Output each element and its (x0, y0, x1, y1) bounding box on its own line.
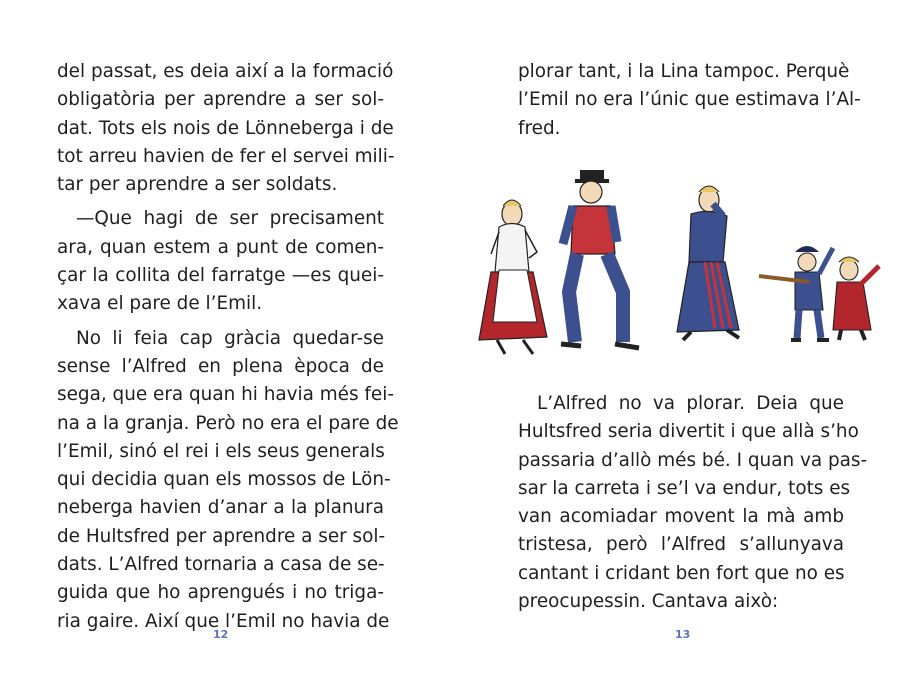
right-page-text-bottom (518, 390, 868, 616)
family-farewell-illustration (477, 162, 887, 362)
text-line: —Que hagi de ser precisament (76, 208, 384, 230)
left-page-text (57, 58, 399, 636)
mother-figure (479, 200, 547, 354)
text-line: qui decidia quan els mossos de Lön- (57, 469, 391, 491)
text-line: guida que ho aprengués i no triga- (57, 582, 384, 604)
text-line: neberga havien d’anar a la planura (57, 497, 384, 519)
text-line: del passat, es deia així a la formació (57, 61, 394, 82)
text-line: sega, que era quan hi havia més fei- (57, 384, 394, 406)
text-line: plorar tant, i la Lina tampoc. Perquè (518, 61, 850, 82)
text-line: preocupessin. Cantava això: (518, 591, 779, 613)
text-line: sense l’Alfred en plena època de (57, 355, 384, 377)
right-page-text-top (518, 58, 861, 143)
text-line: ria gaire. Així que l’Emil no havia de (57, 610, 390, 632)
text-line: dat. Tots els nois de Lönneberga i de (57, 117, 394, 139)
text-line: passaria d’allò més bé. I quan va pas- (518, 449, 868, 471)
crying-woman-figure (677, 186, 739, 340)
text-line: sar la carreta i se’l va endur, tots es (518, 477, 851, 499)
text-line: cantant i cridant ben fort que no es (518, 562, 845, 584)
text-line: l’Emil no era l’únic que estimava l’Al- (518, 89, 861, 111)
text-line: ara, quan estem a punt de comen- (57, 236, 384, 258)
boy-figure (759, 246, 833, 340)
text-line: tot arreu havien de fer el servei mili- (57, 145, 395, 167)
right-page (450, 0, 900, 680)
text-line: dats. L’Alfred tornaria a casa de se- (57, 554, 385, 576)
text-line: Hultsfred seria divertit i que allà s’ho (518, 421, 859, 443)
text-line: na a la granja. Però no era el pare de (57, 412, 399, 434)
text-line: van acomiadar movent la mà amb (518, 506, 844, 528)
text-line: çar la collita del farratge —es quei- (57, 265, 384, 287)
text-line: xava el pare de l’Emil. (57, 293, 263, 315)
text-line: No li feia cap gràcia quedar-se (76, 327, 384, 349)
father-figure (561, 170, 639, 348)
page-number-left: 12 (213, 628, 229, 641)
text-line: fred. (518, 117, 561, 139)
text-line: de Hultsfred per aprendre a ser sol- (57, 525, 386, 547)
text-line: tristesa, però l’Alfred s’allunyava (518, 534, 844, 556)
text-line: L’Alfred no va plorar. Deia que (537, 393, 844, 414)
text-line: l’Emil, sinó el rei i els seus generals (57, 440, 385, 462)
page-number-right: 13 (675, 628, 691, 641)
text-line: obligatòria per aprendre a ser sol- (57, 89, 384, 111)
girl-figure (833, 257, 879, 340)
text-line: tar per aprendre a ser soldats. (57, 174, 338, 196)
